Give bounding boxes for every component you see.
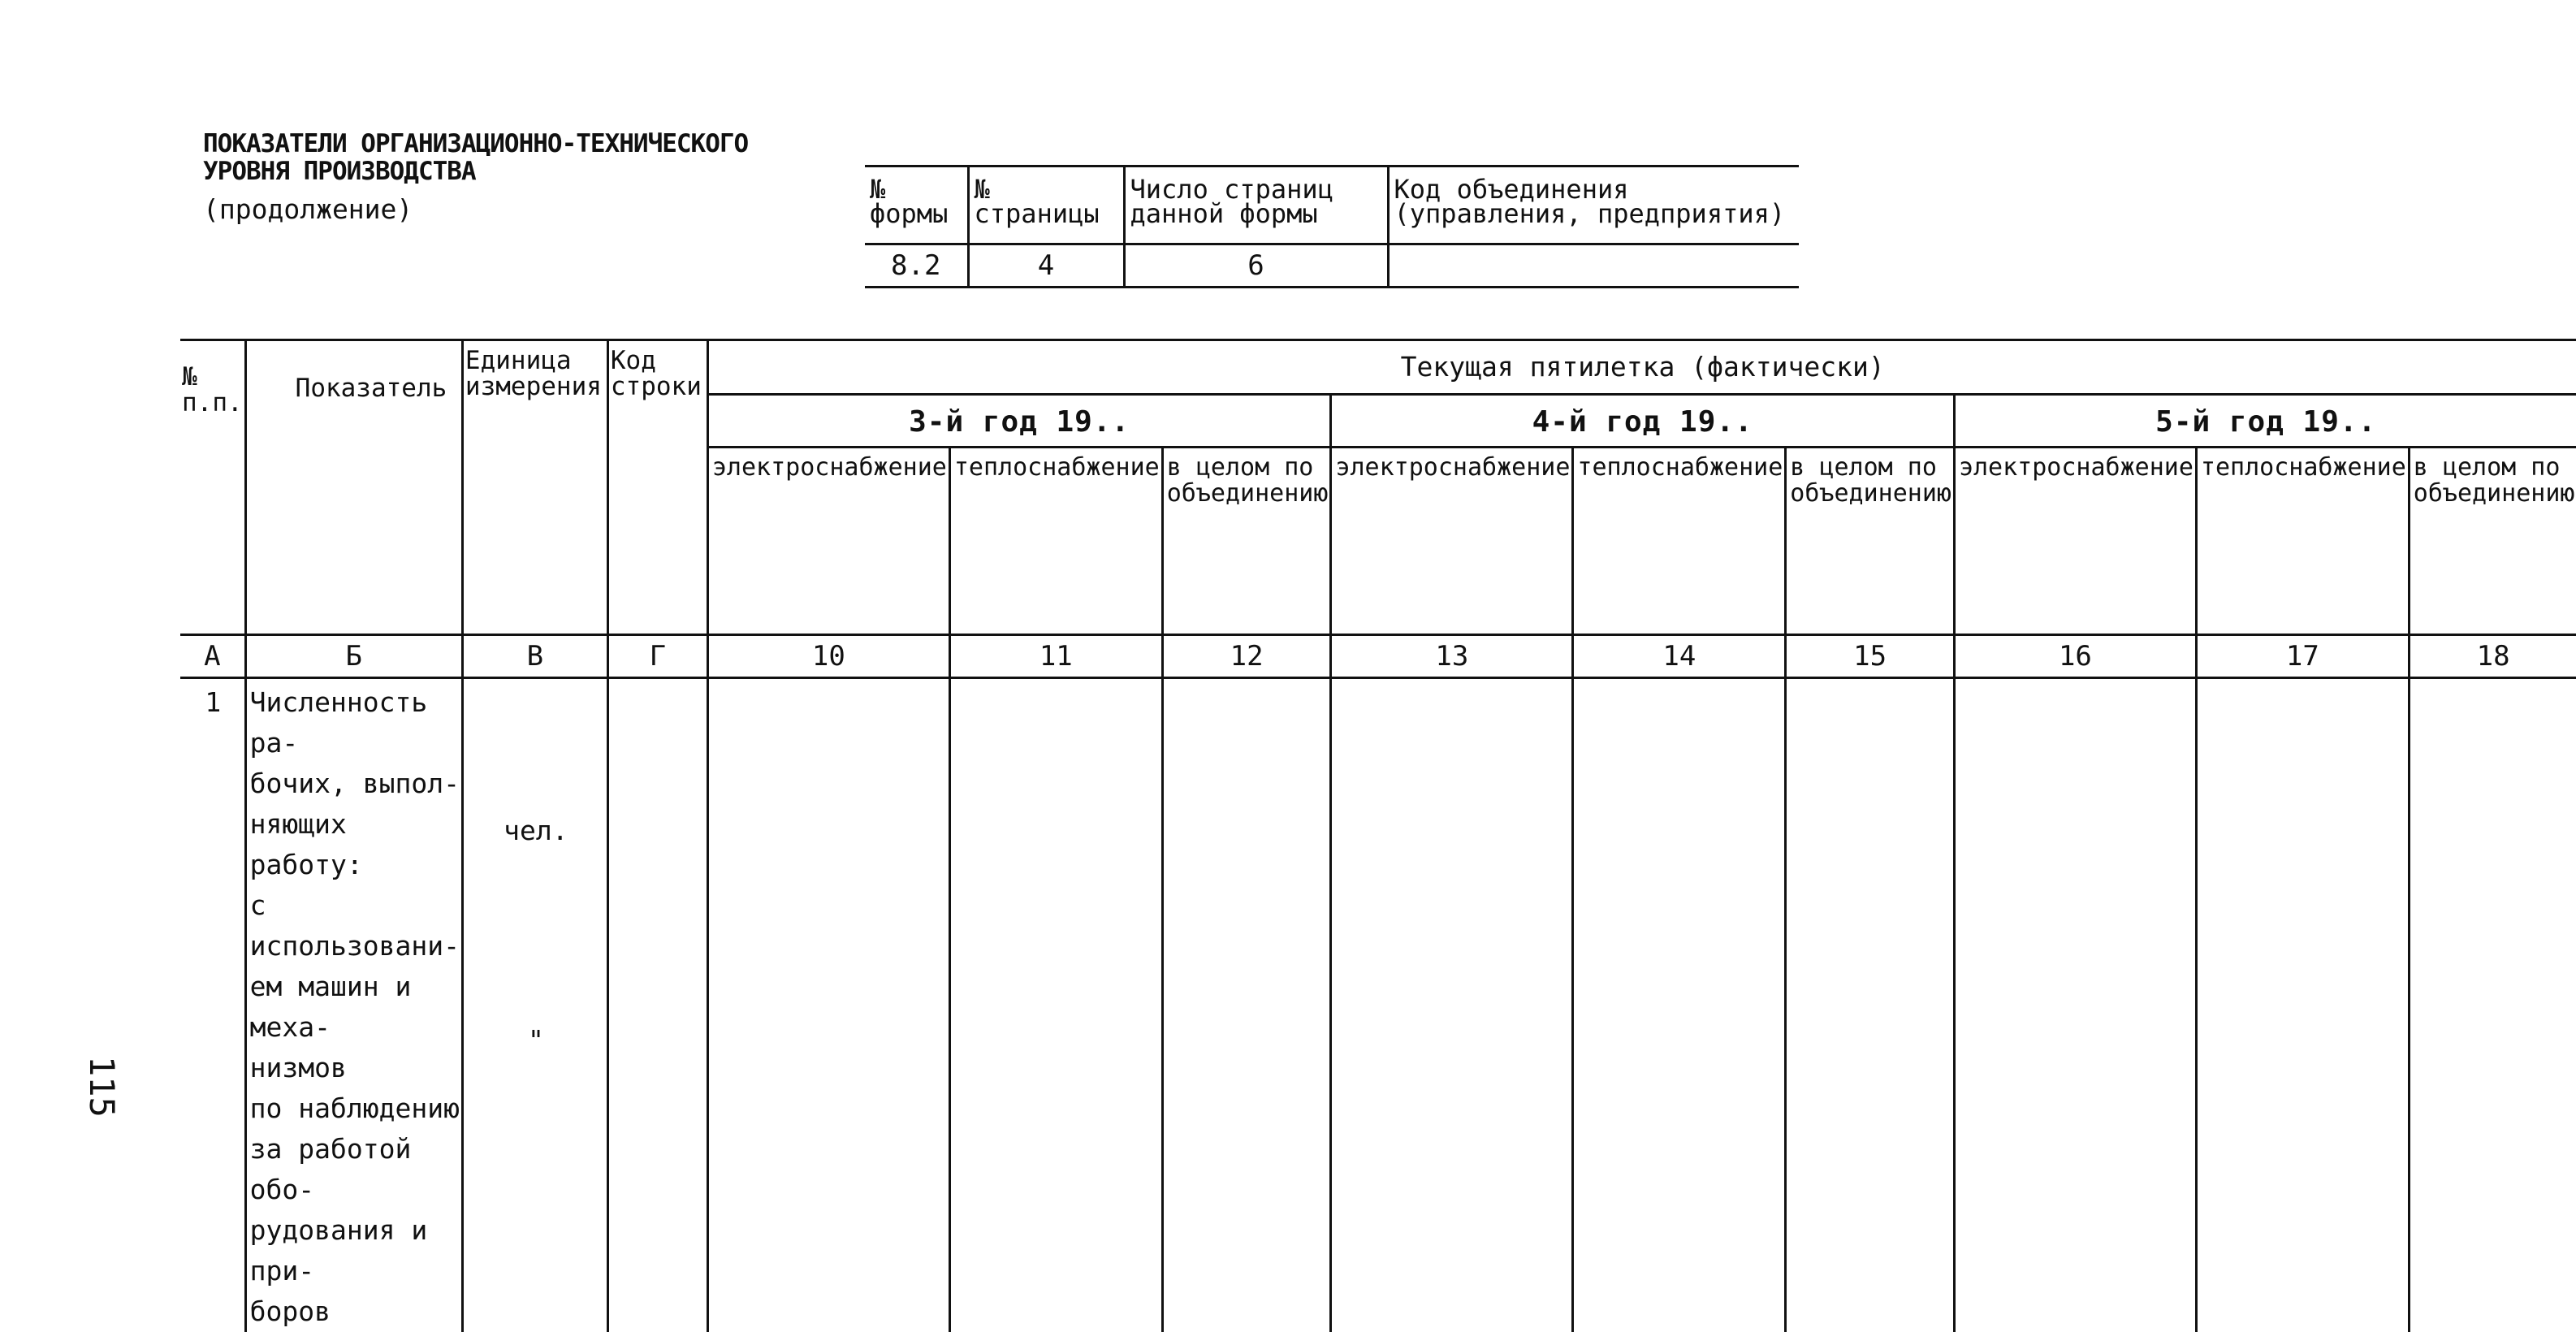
indicator-line: няющих работу: [250,804,460,885]
subcol-total-5: в целом по объединению [2409,448,2576,635]
title-line-2: УРОВНЯ ПРОИЗВОДСТВА [203,158,853,185]
indicator-line: рудования и при- [250,1210,460,1291]
indicator-line: по наблюдению [250,1088,460,1129]
cell-16 [1954,678,2196,1332]
indicator-line: ем машин и меха- [250,967,460,1048]
cell-13 [1331,678,1573,1332]
colnum-16: 16 [1954,635,2196,678]
colnum-b: Б [245,635,462,678]
colnum-13: 13 [1331,635,1573,678]
cell-12 [1162,678,1331,1332]
title-line-1: ПОКАЗАТЕЛИ ОРГАНИЗАЦИОННО-ТЕХНИЧЕСКОГО [203,130,853,158]
indicator-line: низмов [250,1048,460,1088]
cell-15 [1786,678,1955,1332]
org-code-header: Код объединения (управления, предприятия) [1388,166,1799,244]
subcol-electricity-4: электроснабжение [1331,448,1573,635]
row-number: 1 [180,678,245,1332]
org-code-value [1388,244,1799,288]
indicator-line: бочих, выпол- [250,763,460,804]
col-header-unit: Единица измерения [462,340,607,635]
group-header-current-five-year: Текущая пятилетка (фактически) [707,340,2576,395]
document-title [203,130,853,185]
table-row [180,678,2576,1332]
colnum-14: 14 [1573,635,1786,678]
indicator-line: с использовани- [250,885,460,967]
unit-ditto: " [467,1014,605,1061]
year-header-3: 3-й год 19.. [707,395,1331,448]
cell-10 [707,678,949,1332]
subcol-heat-4: теплоснабжение [1573,448,1786,635]
row-unit [462,678,607,1332]
page-number-value: 4 [968,244,1124,288]
year-header-5: 5-й год 19.. [1954,395,2576,448]
cell-17 [2196,678,2409,1332]
page-count-header: Число страниц данной формы [1124,166,1388,244]
indicator-line: за работой обо- [250,1129,460,1210]
subcol-electricity-3: электроснабжение [707,448,949,635]
colnum-17: 17 [2196,635,2409,678]
unit-value: чел. [467,804,605,851]
colnum-11: 11 [949,635,1162,678]
form-number-header: № формы [865,166,968,244]
cell-11 [949,678,1162,1332]
row-indicator [245,678,462,1332]
colnum-15: 15 [1786,635,1955,678]
subcol-electricity-5: электроснабжение [1954,448,2196,635]
colnum-a: А [180,635,245,678]
colnum-12: 12 [1162,635,1331,678]
subcol-total-4: в целом по объединению [1786,448,1955,635]
cell-18 [2409,678,2576,1332]
indicator-line: Численность ра- [250,682,460,763]
col-header-indicator: Показатель [245,340,462,635]
row-code [607,678,707,1332]
form-info-table [865,165,1799,288]
subcol-heat-5: теплоснабжение [2196,448,2409,635]
colnum-v: В [462,635,607,678]
indicator-line: боров [250,1291,460,1332]
subcol-total-3: в целом по объединению [1162,448,1331,635]
page-number: 115 [82,1056,122,1118]
indicators-table [180,339,2576,1332]
subcol-heat-3: теплоснабжение [949,448,1162,635]
page-count-value: 6 [1124,244,1388,288]
colnum-10: 10 [707,635,949,678]
document-subtitle: (продолжение) [203,195,413,224]
colnum-18: 18 [2409,635,2576,678]
page-number-header: № страницы [968,166,1124,244]
col-header-no: № п.п. [180,340,245,635]
colnum-g: Г [607,635,707,678]
col-header-code: Код строки [607,340,707,635]
cell-14 [1573,678,1786,1332]
form-number-value: 8.2 [865,244,968,288]
year-header-4: 4-й год 19.. [1331,395,1955,448]
